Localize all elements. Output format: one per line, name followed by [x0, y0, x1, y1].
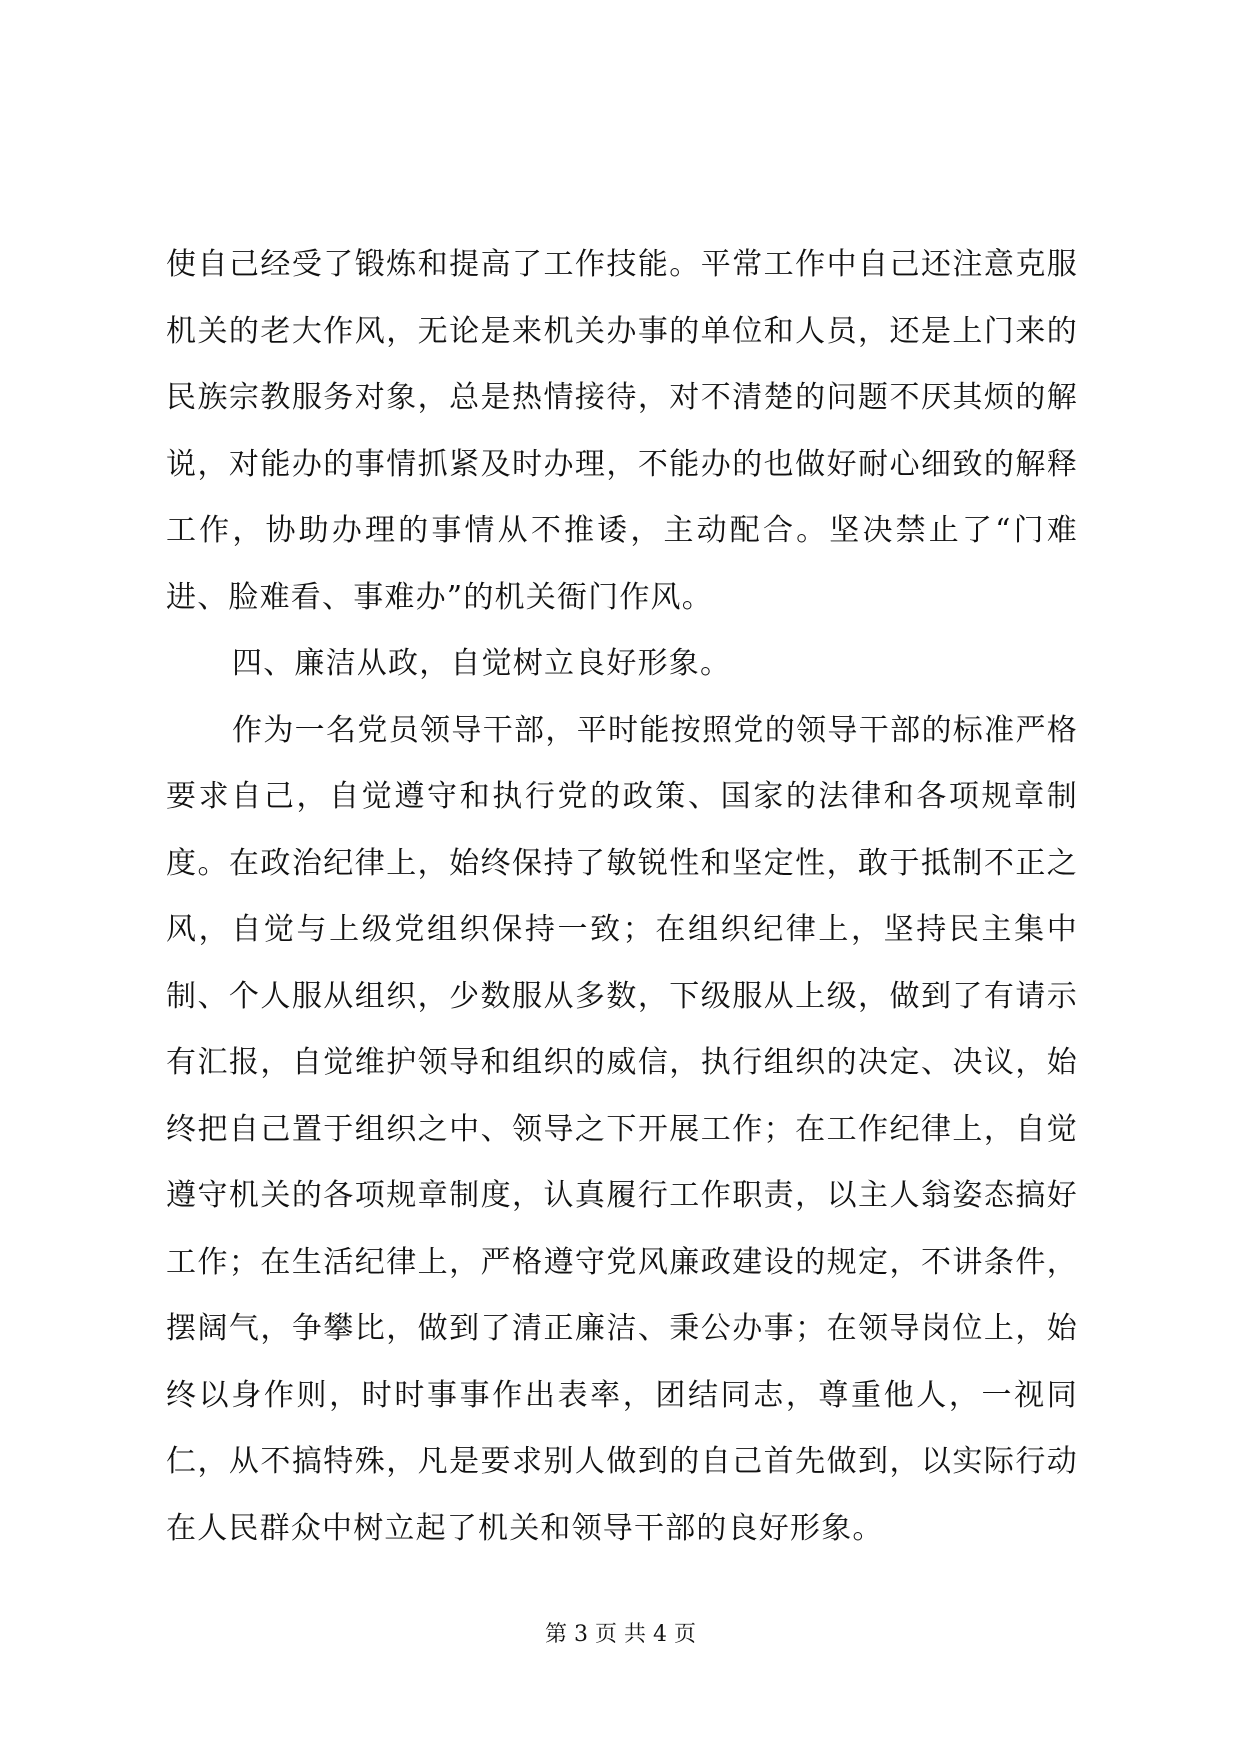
- section-heading: 四、廉洁从政，自觉树立良好形象。: [232, 646, 732, 681]
- paragraph-continuation: 使自己经受了锻炼和提高了工作技能。平常工作中自己还注意克服机关的老大作风，无论是来机关办事的单位和人员，还是上门来的民族宗教服务对象，总是热情接待，对不清楚的问题不厌其烦的解说，对能办的事情抓紧及时办理，不能办的也做好耐心细致的解释工作，协助办理的事情从不推诿，主动配合。坚决禁止了“门难进、脸难看、事难办”的机关衙门作风。: [166, 247, 1078, 615]
- body-text: [166, 232, 1078, 1562]
- paragraph-main: 作为一名党员领导干部，平时能按照党的领导干部的标准严格要求自己，自觉遵守和执行党的政策、国家的法律和各项规章制度。在政治纪律上，始终保持了敏锐性和坚定性，敢于抵制不正之风，自觉与上级党组织保持一致；在组织纪律上，坚持民主集中制、个人服从组织，少数服从多数，下级服从上级，做到了有请示有汇报，自觉维护领导和组织的威信，执行组织的决定、决议，始终把自己置于组织之中、领导之下开展工作；在工作纪律上，自觉遵守机关的各项规章制度，认真履行工作职责，以主人翁姿态搞好工作；在生活纪律上，严格遵守党风廉政建设的规定，不讲条件，摆阔气，争攀比，做到了清正廉洁、秉公办事；在领导岗位上，始终以身作则，时时事事作出表率，团结同志，尊重他人，一视同仁，从不搞特殊，凡是要求别人做到的自己首先做到，以实际行动在人民群众中树立起了机关和领导干部的良好形象。: [166, 712, 1078, 1546]
- page-footer: 第 3 页 共 4 页: [545, 1622, 696, 1647]
